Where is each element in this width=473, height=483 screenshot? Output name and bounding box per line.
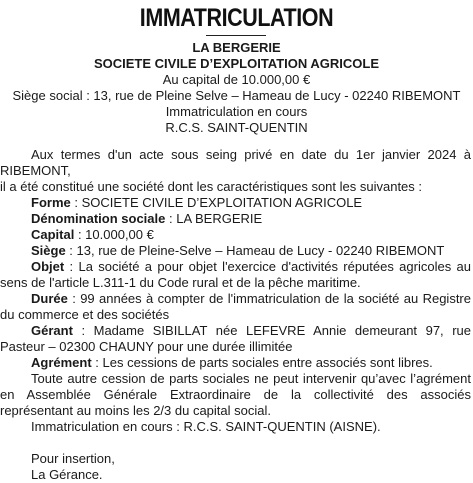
intro-line-2: il a été constitué une société dont les caractéristiques sont les suivantes : [0, 179, 423, 194]
immatriculation-status: Immatriculation en cours [165, 104, 308, 119]
company-capital: Au capital de 10.000,00 € [162, 72, 311, 87]
siege-row [0, 243, 471, 259]
capital-value: : 10.000,00 € [74, 227, 154, 242]
denomination-row [0, 211, 471, 227]
forme-row [0, 195, 471, 211]
forme-label: Forme [31, 195, 71, 210]
duree-row [0, 291, 471, 323]
cession-paragraph: Toute autre cession de parts sociales ne peut intervenir qu’avec l’agrément en Assemblée Générale Extraordinaire de la collectivité des associés représentant au moins les 2/3 du capital social. [0, 371, 471, 418]
capital-row [0, 227, 471, 243]
objet-row [0, 259, 471, 291]
company-siege: Siège social : 13, rue de Pleine Selve – Hameau de Lucy - 02240 RIBEMONT [12, 88, 461, 103]
forme-value: : SOCIETE CIVILE D’EXPLOITATION AGRICOLE [70, 195, 363, 210]
title-divider [206, 35, 266, 36]
spacer [0, 435, 471, 451]
gerant-label: Gérant [31, 323, 73, 338]
objet-label: Objet [31, 259, 65, 274]
capital-label: Capital [31, 227, 75, 242]
notice-body [0, 147, 471, 483]
denomination-label: Dénomination sociale [31, 211, 166, 226]
gerant-row [0, 323, 471, 355]
duree-label: Durée [31, 291, 68, 306]
notice-title: IMMATRICULATION [139, 4, 334, 32]
gerant-value: : Madame SIBILLAT née LEFEVRE Annie demeurant 97, rue Pasteur – 02300 CHAUNY pour une durée illimitée [0, 323, 471, 354]
duree-value: : 99 années à compter de l'immatriculation de la société au Registre du commerce et des sociétés [0, 291, 471, 322]
insertion-line: Pour insertion, [31, 451, 115, 466]
signature-line: La Gérance. [31, 467, 103, 482]
company-type: SOCIETE CIVILE D’EXPLOITATION AGRICOLE [93, 56, 380, 71]
agrement-value: : Les cessions de parts sociales entre associés sont libres. [91, 355, 433, 370]
rcs-registry: R.C.S. SAINT-QUENTIN [165, 120, 308, 135]
immatriculation-line: Immatriculation en cours : R.C.S. SAINT-QUENTIN (AISNE). [31, 419, 381, 434]
company-name: LA BERGERIE [192, 40, 281, 55]
agrement-label: Agrément [31, 355, 92, 370]
denomination-value: : LA BERGERIE [165, 211, 263, 226]
intro-line-1: Aux termes d'un acte sous seing privé en date du 1er janvier 2024 à RIBEMONT, [0, 147, 471, 178]
agrement-row [0, 355, 471, 371]
siege-value: : 13, rue de Pleine-Selve – Hameau de Lucy - 02240 RIBEMONT [65, 243, 445, 258]
objet-value: : La société a pour objet l'exercice d'activités réputées agricoles au sens de l'article L.311-1 du Code rural et de la pêche maritime. [0, 259, 471, 290]
company-header [0, 40, 473, 136]
siege-label: Siège [31, 243, 66, 258]
